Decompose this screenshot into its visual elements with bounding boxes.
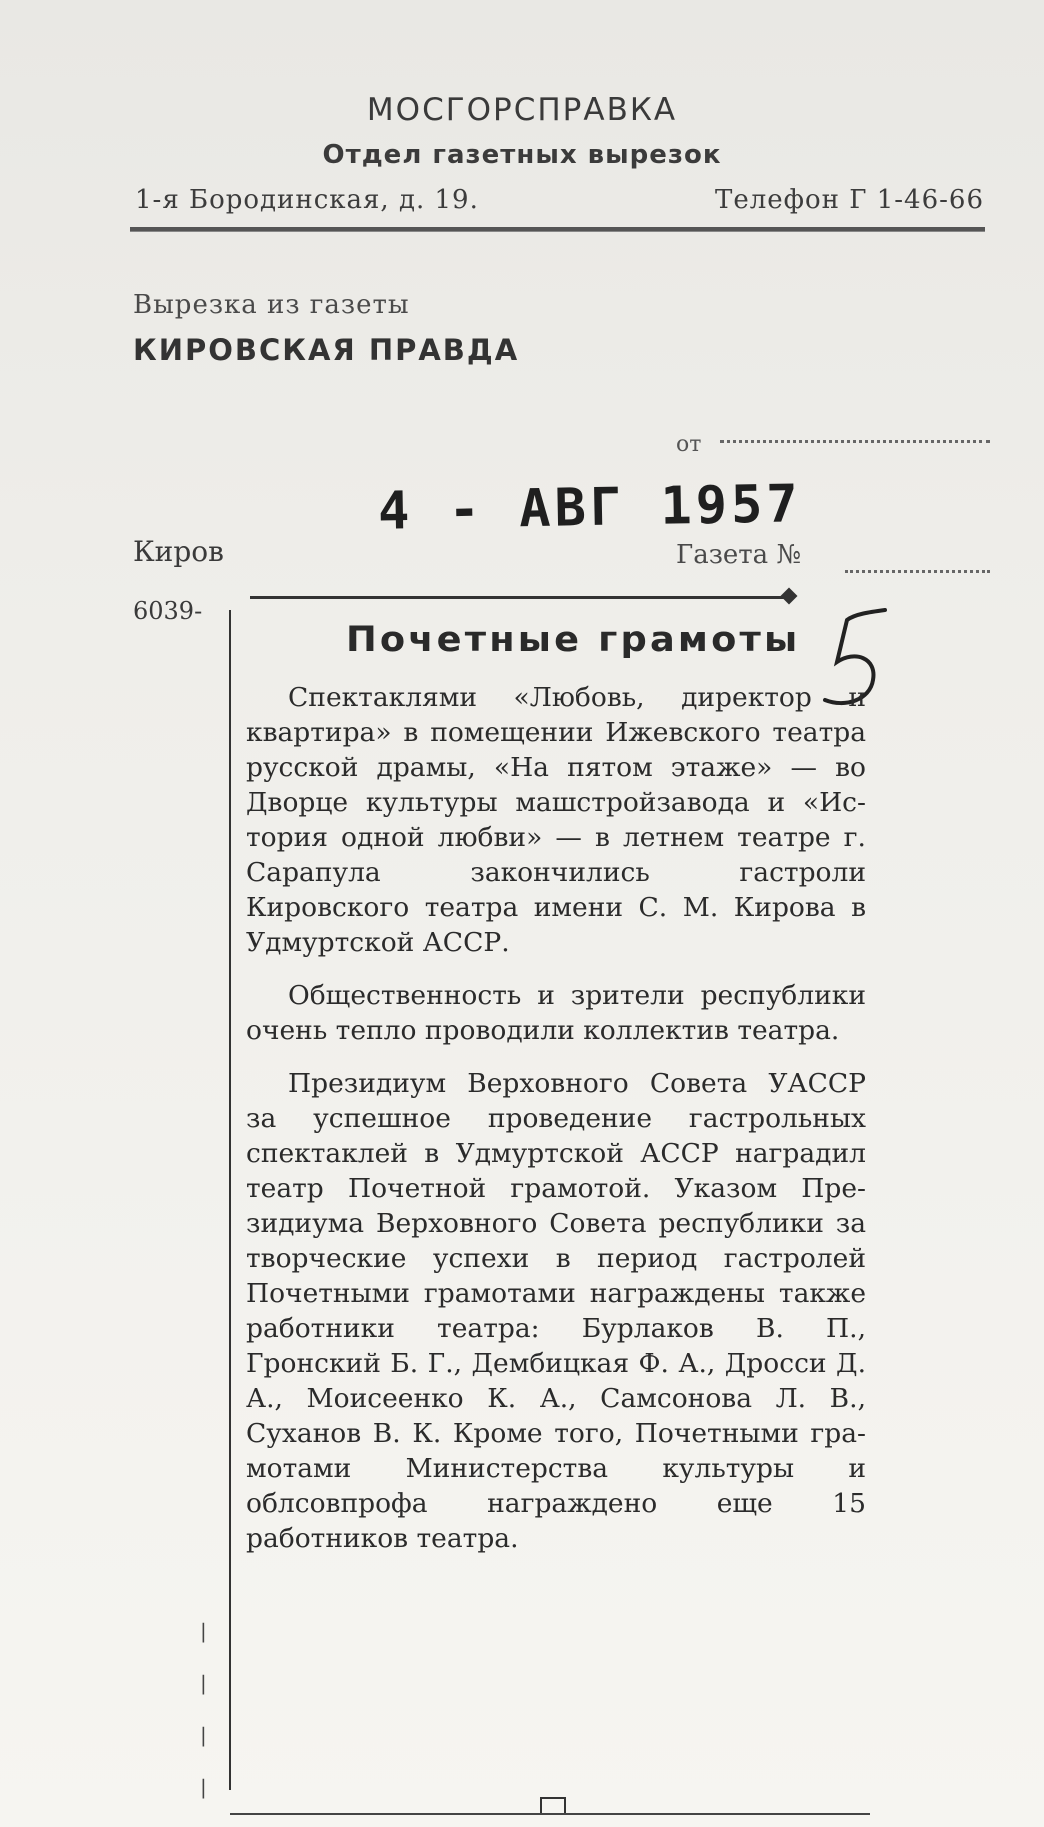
- article-paragraph: Общественность и зрители республики очень тепло проводили коллектив театра.: [246, 980, 866, 1046]
- gazeta-dotted-line: [845, 570, 990, 573]
- gazeta-number-label: Газета №: [676, 540, 802, 570]
- article-title: Почетные грамоты: [346, 620, 801, 660]
- from-dotted-line: [720, 440, 990, 443]
- clip-label: Вырезка из газеты: [133, 290, 410, 320]
- article-paragraph: Президиум Верховного Совета УАССР за успешное проведение гастрольных спектаклей в Удмуртской АССР наградил театр Почетной грамотой. Указом Президиума Верховного Совета республики за творческие успехи в период гастролей Почетными грамотами награждены также работники театра: Бурлаков В. П., Гронский Б. Г., Дембицкая Ф. А., Дросси Д. А., Моисеенко К. А., Самсонова Л. В., Суханов В. К. Кроме того, Почетными грамотами Министерства культуры и облсовпрофа награждено еще 15 работников театра.: [246, 1068, 866, 1554]
- article-paragraph: Спектаклями «Любовь, директор и квартира» в помещении Ижевского театра русской драмы, «На пятом этаже» — во Дворце культуры машстройзавода и «История одной любви» — в летнем театре г. Сарапула закончились гастроли Кировского театра имени С. М. Кирова в Удмуртской АССР.: [246, 682, 866, 958]
- form-header: [0, 0, 1044, 625]
- article-body: [246, 680, 866, 1574]
- agency-name: МОСГОРСПРАВКА: [366, 92, 678, 128]
- header-rule: [130, 227, 985, 232]
- diamond-icon: [781, 588, 798, 605]
- from-label: от: [676, 432, 702, 457]
- bottom-rule: [230, 1813, 870, 1815]
- margin-marks: | | | |: [200, 1619, 207, 1799]
- address: 1-я Бородинская, д. 19.: [135, 185, 479, 215]
- department-name: Отдел газетных вырезок: [322, 140, 722, 170]
- date-stamp: 4 - АВГ 1957: [377, 474, 803, 542]
- city: Киров: [133, 535, 224, 568]
- newspaper-name: КИРОВСКАЯ ПРАВДА: [133, 333, 520, 367]
- phone-number: Телефон Г 1-46-66: [715, 185, 984, 215]
- clipping-top-rule: [250, 596, 785, 599]
- clipping-code: 6039-: [133, 597, 203, 625]
